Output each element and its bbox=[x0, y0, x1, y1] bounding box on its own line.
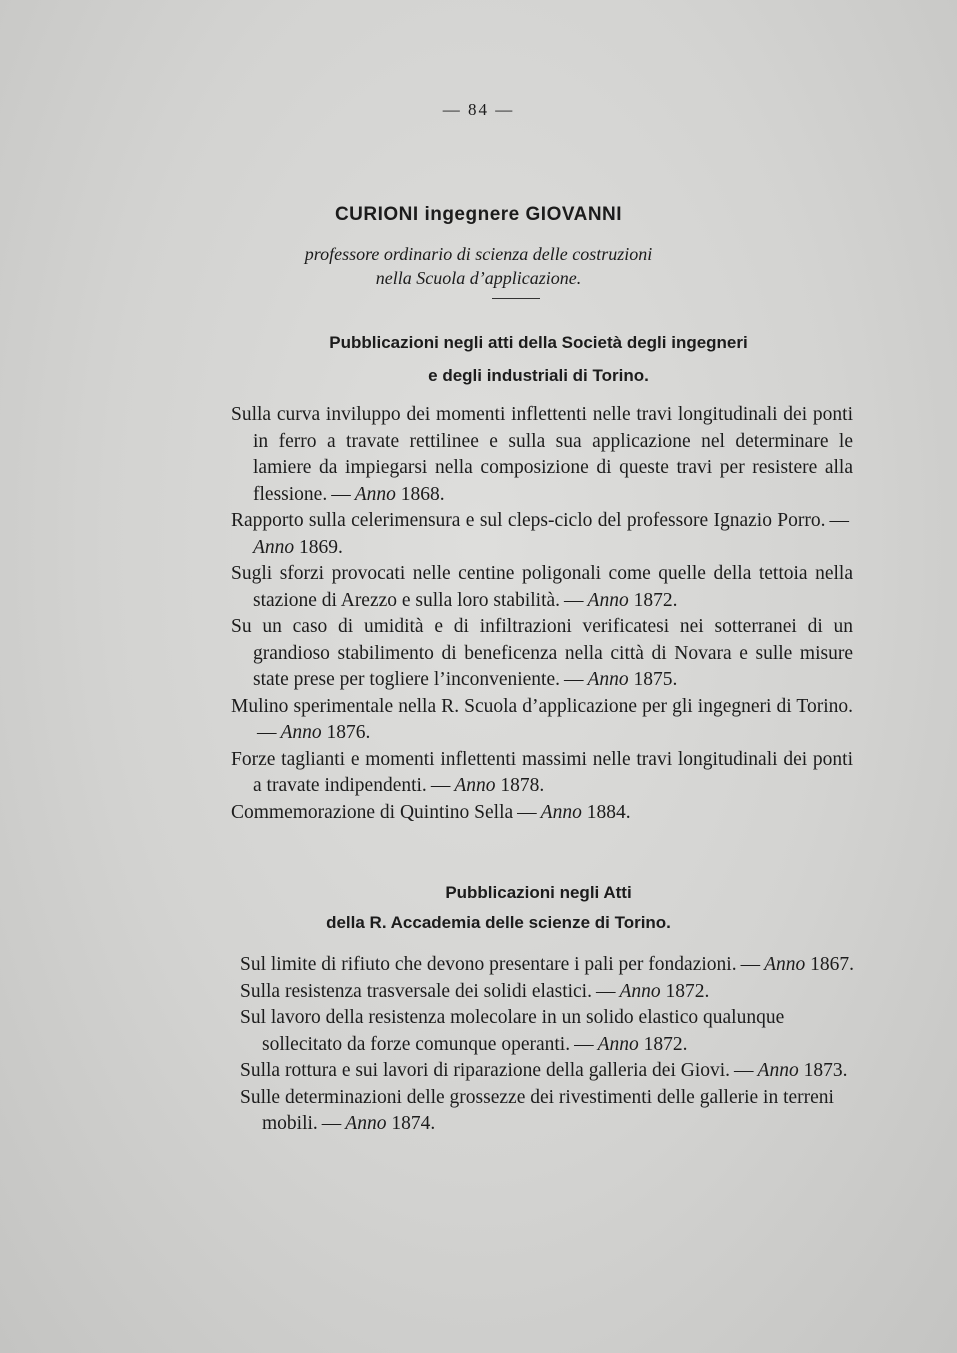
author-role-line-1: professore ordinario di scienza delle costruzioni bbox=[304, 244, 653, 264]
entry-year: 1876. bbox=[326, 722, 371, 743]
entry-dash: — bbox=[430, 775, 451, 796]
entry-year: 1884. bbox=[586, 801, 631, 823]
publication-entry bbox=[240, 1058, 862, 1085]
entry-dash: — bbox=[321, 1113, 342, 1134]
entry-dash: — bbox=[574, 1033, 594, 1055]
publication-entry bbox=[231, 508, 853, 561]
publication-entry bbox=[231, 402, 853, 508]
section2-publication-list bbox=[240, 952, 862, 1138]
page-number: — 84 — bbox=[442, 100, 515, 119]
section1-publication-list bbox=[231, 402, 853, 826]
entry-year-label: Anno bbox=[540, 801, 582, 823]
entry-title: Forze taglianti e momenti inflettenti massimi nelle travi longitudinali dei ponti a travate indipendenti. bbox=[231, 748, 853, 796]
entry-title: Sugli sforzi provocati nelle centine poligonali come quelle della tettoia nella stazione di Arezzo e sulla loro stabilità. bbox=[231, 563, 853, 611]
section2-heading-line-2: della R. Accademia delle scienze di Torino. bbox=[326, 913, 671, 932]
entry-title: Su un caso di umidità e di infiltrazioni verificatesi nei sotterranei di un grandioso stabilimento di beneficenza nella città di Novara e sulle misure state prese per togliere l’inconveniente. bbox=[231, 616, 853, 690]
entry-title: Sulla resistenza trasversale dei solidi elastici. bbox=[240, 980, 592, 1002]
entry-year-label: Anno bbox=[354, 483, 396, 505]
entry-dash: — bbox=[595, 980, 616, 1002]
entry-year-label: Anno bbox=[757, 1060, 799, 1081]
entry-dash: — bbox=[564, 589, 584, 611]
entry-year: 1874. bbox=[391, 1113, 436, 1134]
entry-year: 1878. bbox=[500, 775, 545, 796]
entry-year-label: Anno bbox=[587, 669, 629, 690]
entry-title: Sulla rottura e sui lavori di riparazione della galleria dei Giovi. bbox=[240, 1060, 731, 1081]
section1-heading-line-2: e degli industriali di Torino. bbox=[428, 366, 649, 385]
section2-heading-line-1: Pubblicazioni negli Atti bbox=[445, 883, 632, 902]
publication-entry bbox=[240, 952, 862, 979]
section1-heading-line-1: Pubblicazioni negli atti della Società degli ingegneri bbox=[329, 333, 748, 352]
publication-entry bbox=[231, 614, 853, 694]
publication-entry bbox=[240, 979, 862, 1006]
entry-title: Sulle determinazioni delle grossezze dei rivestimenti delle gallerie in terreni mobili. bbox=[240, 1086, 834, 1134]
entry-dash: — bbox=[734, 1060, 754, 1081]
author-role-line-2: nella Scuola d’applicazione. bbox=[375, 268, 582, 288]
author-name: CURIONI ingegnere GIOVANNI bbox=[334, 204, 623, 225]
entry-year: 1867. bbox=[810, 954, 854, 975]
entry-year-label: Anno bbox=[253, 536, 295, 558]
entry-title: Sulla curva inviluppo dei momenti inflettenti nelle travi longitudinali dei ponti in ferro a travate rettilinee e sulla sua applicazione nel determinare le lamiere da impiegarsi nella composizione di queste travi per resistere alla flessione. bbox=[231, 404, 853, 505]
entry-year-label: Anno bbox=[345, 1113, 387, 1134]
entry-year-label: Anno bbox=[280, 722, 322, 743]
entry-dash: — bbox=[517, 801, 537, 823]
publication-entry bbox=[231, 561, 853, 614]
publication-entry bbox=[240, 1005, 862, 1058]
entry-year-label: Anno bbox=[587, 589, 629, 611]
entry-year: 1873. bbox=[803, 1060, 848, 1081]
entry-year: 1872. bbox=[665, 980, 710, 1002]
publication-entry bbox=[231, 694, 853, 747]
separator-rule bbox=[492, 298, 540, 299]
entry-title: Commemorazione di Quintino Sella bbox=[231, 801, 514, 823]
entry-dash: — bbox=[740, 954, 761, 975]
publication-entry bbox=[231, 747, 853, 800]
entry-year: 1868. bbox=[400, 483, 445, 505]
entry-year: 1875. bbox=[633, 669, 678, 690]
entry-title: Sul limite di rifiuto che devono presentare i pali per fondazioni. bbox=[240, 954, 737, 975]
publication-entry bbox=[231, 800, 853, 827]
entry-dash: — bbox=[331, 483, 351, 505]
entry-year: 1869. bbox=[299, 536, 343, 558]
publication-entry bbox=[240, 1085, 862, 1138]
entry-year: 1872. bbox=[643, 1033, 688, 1055]
entry-year-label: Anno bbox=[764, 954, 806, 975]
entry-dash: — bbox=[257, 722, 277, 743]
entry-year-label: Anno bbox=[597, 1033, 639, 1055]
entry-dash: — bbox=[564, 669, 584, 690]
entry-title: Rapporto sulla celerimensura e sul cleps-ciclo del professore Ignazio Porro. bbox=[231, 510, 826, 531]
entry-dash: — bbox=[829, 510, 849, 531]
entry-year-label: Anno bbox=[619, 980, 661, 1002]
entry-year: 1872. bbox=[633, 589, 678, 611]
entry-title: Mulino sperimentale nella R. Scuola d’applicazione per gli ingegneri di Torino. bbox=[231, 695, 853, 717]
entry-year-label: Anno bbox=[454, 775, 496, 796]
entry-title: Sul lavoro della resistenza molecolare in un solido elastico qualunque sollecitato da forze comunque operanti. bbox=[240, 1007, 785, 1055]
